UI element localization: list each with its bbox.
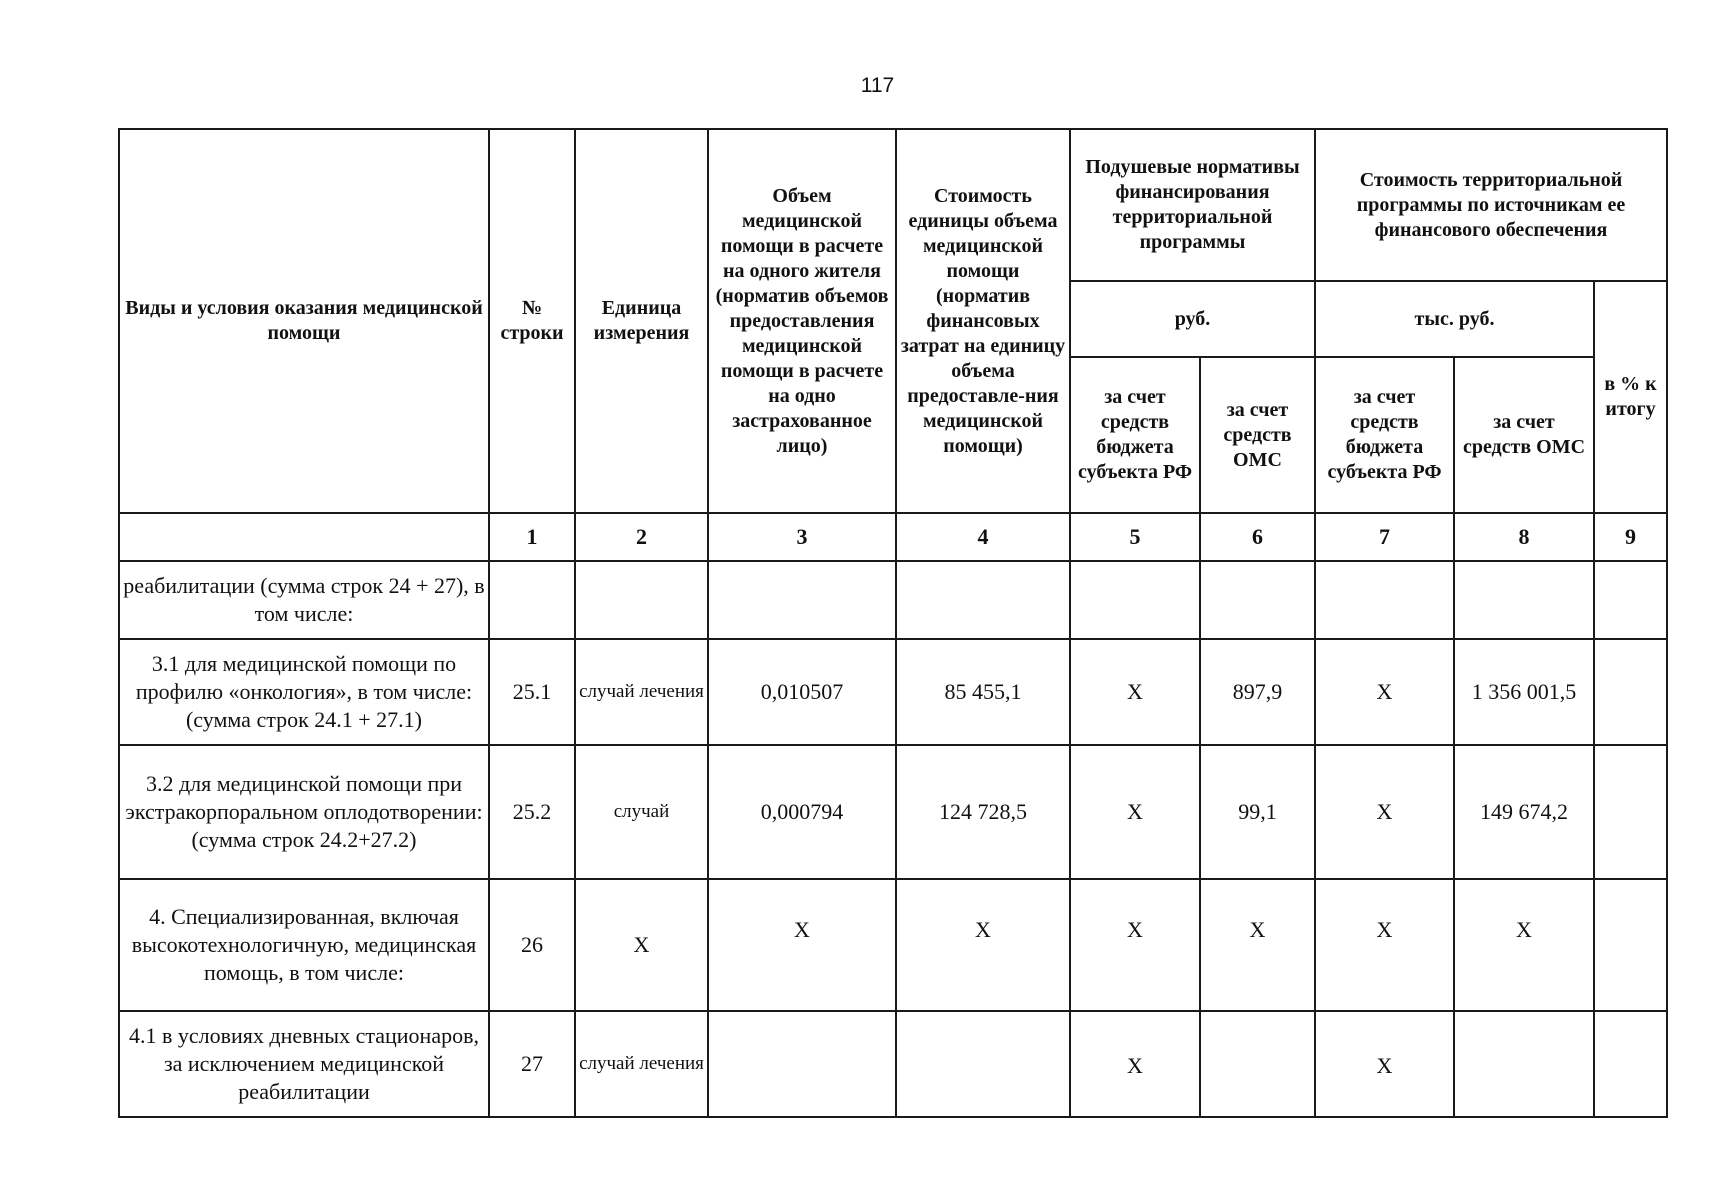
- table-row: [119, 561, 1667, 639]
- row-unit-cost: [896, 561, 1070, 639]
- column-number: 3: [708, 513, 896, 561]
- row-number: 25.2: [489, 745, 575, 879]
- program-cost-table: [118, 128, 1668, 1118]
- row-oms-per-capita: X: [1200, 879, 1315, 1011]
- row-unit: случай лечения: [575, 639, 708, 745]
- row-name: 3.2 для медицинской помощи при экстракорпоральном оплодотворении: (сумма строк 24.2+27.2): [119, 745, 489, 879]
- row-unit: X: [575, 879, 708, 1011]
- row-budget-rf-per-capita: X: [1070, 1011, 1200, 1117]
- row-budget-rf-per-capita: X: [1070, 639, 1200, 745]
- column-number: 8: [1454, 513, 1594, 561]
- row-number: 27: [489, 1011, 575, 1117]
- row-oms-total: 1 356 001,5: [1454, 639, 1594, 745]
- header-program-cost: Стоимость территориальной программы по источникам ее финансового обеспечения: [1315, 129, 1667, 281]
- row-budget-rf-total: X: [1315, 639, 1454, 745]
- row-budget-rf-per-capita: [1070, 561, 1200, 639]
- header-percent-of-total: в % к итогу: [1594, 281, 1667, 513]
- row-name: 4.1 в условиях дневных стационаров, за исключением медицинской реабилитации: [119, 1011, 489, 1117]
- row-budget-rf-total: X: [1315, 745, 1454, 879]
- table-row: [119, 639, 1667, 745]
- header-per-capita-standards: Подушевые нормативы финансирования территориальной программы: [1070, 129, 1315, 281]
- row-name: 3.1 для медицинской помощи по профилю «онкология», в том числе: (сумма строк 24.1 + 27.1): [119, 639, 489, 745]
- row-unit: случай: [575, 745, 708, 879]
- row-oms-per-capita: [1200, 1011, 1315, 1117]
- row-name: 4. Специализированная, включая высокотехнологичную, медицинская помощь, в том числе:: [119, 879, 489, 1011]
- row-unit-cost: 85 455,1: [896, 639, 1070, 745]
- header-name: Виды и условия оказания медицинской помощи: [119, 129, 489, 513]
- row-budget-rf-total: [1315, 561, 1454, 639]
- row-oms-total: X: [1454, 879, 1594, 1011]
- row-percent: [1594, 1011, 1667, 1117]
- header-row-number: № строки: [489, 129, 575, 513]
- column-number: 6: [1200, 513, 1315, 561]
- row-percent: [1594, 745, 1667, 879]
- column-number: 1: [489, 513, 575, 561]
- table-row: [119, 879, 1667, 1011]
- row-percent: [1594, 639, 1667, 745]
- row-budget-rf-per-capita: X: [1070, 879, 1200, 1011]
- header-row-1: [119, 129, 1667, 281]
- row-unit: [575, 561, 708, 639]
- table-row: [119, 1011, 1667, 1117]
- row-oms-total: [1454, 1011, 1594, 1117]
- row-number: [489, 561, 575, 639]
- row-oms-total: [1454, 561, 1594, 639]
- row-name: реабилитации (сумма строк 24 + 27), в том числе:: [119, 561, 489, 639]
- row-budget-rf-total: X: [1315, 879, 1454, 1011]
- table-header: [119, 129, 1667, 513]
- row-unit-cost: [896, 1011, 1070, 1117]
- header-oms-per-capita: за счет средств ОМС: [1200, 357, 1315, 513]
- row-oms-per-capita: 99,1: [1200, 745, 1315, 879]
- column-number: 2: [575, 513, 708, 561]
- row-volume: 0,000794: [708, 745, 896, 879]
- header-oms-total: за счет средств ОМС: [1454, 357, 1594, 513]
- column-number: 7: [1315, 513, 1454, 561]
- row-unit-cost: X: [896, 879, 1070, 1011]
- table-body: [119, 513, 1667, 1117]
- column-number: 9: [1594, 513, 1667, 561]
- row-unit: случай лечения: [575, 1011, 708, 1117]
- row-percent: [1594, 879, 1667, 1011]
- header-unit-rub: руб.: [1070, 281, 1315, 357]
- row-oms-per-capita: [1200, 561, 1315, 639]
- header-unit-thousand-rub: тыс. руб.: [1315, 281, 1594, 357]
- row-oms-total: 149 674,2: [1454, 745, 1594, 879]
- column-number: [119, 513, 489, 561]
- row-volume: 0,010507: [708, 639, 896, 745]
- header-budget-rf-per-capita: за счет средств бюджета субъекта РФ: [1070, 357, 1200, 513]
- row-budget-rf-per-capita: X: [1070, 745, 1200, 879]
- page-number: 117: [860, 74, 895, 97]
- column-number: 5: [1070, 513, 1200, 561]
- row-percent: [1594, 561, 1667, 639]
- column-number-row: [119, 513, 1667, 561]
- table-row: [119, 745, 1667, 879]
- header-unit-cost: Стоимость единицы объема медицинской помощи (норматив финансовых затрат на единицу объема предоставле-ния медицинской помощи): [896, 129, 1070, 513]
- row-unit-cost: 124 728,5: [896, 745, 1070, 879]
- column-number: 4: [896, 513, 1070, 561]
- row-oms-per-capita: 897,9: [1200, 639, 1315, 745]
- row-number: 26: [489, 879, 575, 1011]
- header-unit: Единица измерения: [575, 129, 708, 513]
- row-number: 25.1: [489, 639, 575, 745]
- header-budget-rf-total: за счет средств бюджета субъекта РФ: [1315, 357, 1454, 513]
- row-volume: X: [708, 879, 896, 1011]
- header-volume: Объем медицинской помощи в расчете на одного жителя (норматив объемов предоставления медицинской помощи в расчете на одно застрахованное лицо): [708, 129, 896, 513]
- row-volume: [708, 561, 896, 639]
- row-budget-rf-total: X: [1315, 1011, 1454, 1117]
- row-volume: [708, 1011, 896, 1117]
